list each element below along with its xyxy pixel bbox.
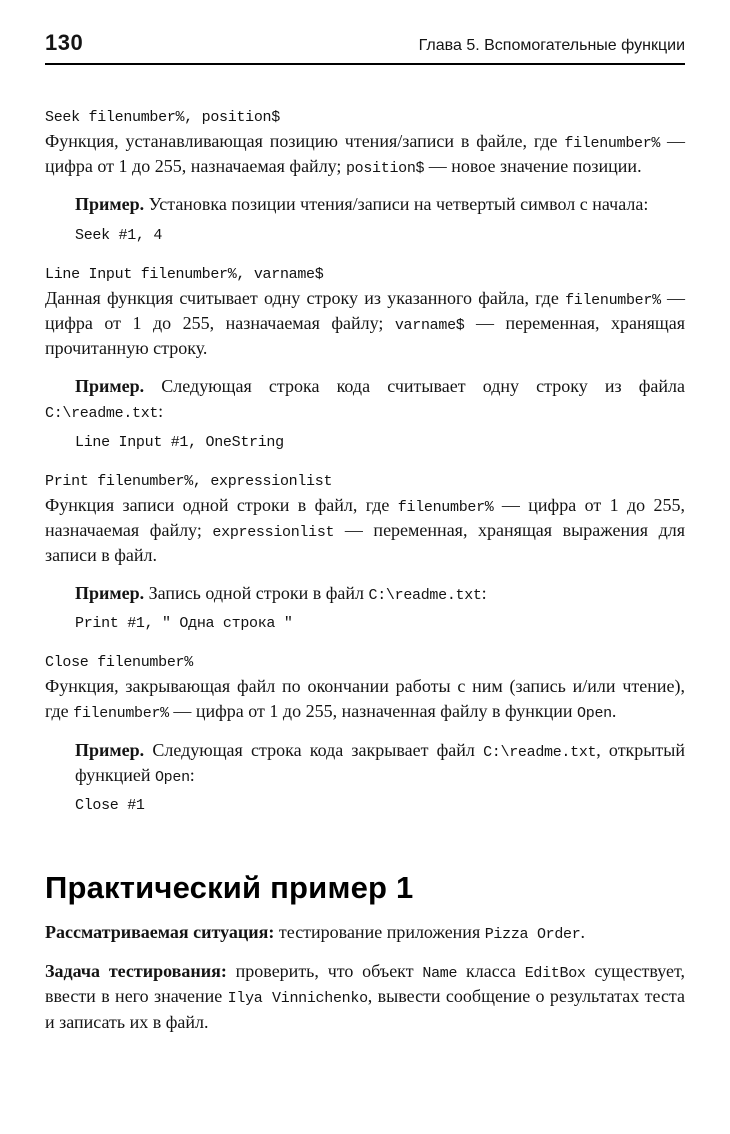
inline-code: Open bbox=[577, 705, 612, 723]
text-run: : bbox=[481, 583, 487, 604]
inline-code: Name bbox=[422, 965, 458, 983]
inline-code: Open bbox=[154, 768, 190, 786]
example-label: Пример. bbox=[75, 376, 145, 397]
section-close bbox=[45, 654, 685, 814]
example-label: Пример. bbox=[75, 194, 145, 215]
section-line-input bbox=[45, 266, 685, 451]
example-code: Line Input #1, OneString bbox=[75, 433, 284, 451]
inline-code: filenumber% bbox=[564, 135, 661, 152]
text-run: . bbox=[611, 701, 617, 722]
text-run: — новое значение позиции. bbox=[424, 156, 642, 177]
text-run: Функция записи одной строки в файл, где bbox=[45, 494, 398, 515]
code-title: Line Input filenumber%, varname$ bbox=[45, 265, 324, 283]
text-run: Следующая строка кода считывает одну строку из файла bbox=[144, 376, 685, 397]
text-run: : bbox=[158, 401, 164, 422]
example-paragraph bbox=[45, 581, 685, 606]
section-seek bbox=[45, 109, 685, 244]
text-run: — цифра от 1 до 255, назначаемая файлу; bbox=[45, 131, 686, 177]
text-run: Данная функция считывает одну строку из указанного файла, где bbox=[45, 287, 566, 308]
text-run: — цифра от 1 до 255, назначенная файлу в функции bbox=[168, 701, 578, 722]
text-run: Функция, закрывающая файл по окончании работы с ним (запись и/или чтение), где bbox=[45, 676, 685, 722]
text-run: тестирование приложения bbox=[274, 922, 485, 942]
code-title: Print filenumber%, expressionlist bbox=[45, 472, 333, 490]
text-run: . bbox=[580, 922, 585, 942]
inline-code: filenumber% bbox=[73, 705, 169, 723]
page-content bbox=[45, 109, 685, 1035]
task-paragraph bbox=[45, 959, 685, 1035]
section-print bbox=[45, 473, 685, 633]
example-paragraph bbox=[75, 738, 685, 788]
example-code: Print #1, " Одна строка " bbox=[75, 615, 293, 633]
body-paragraph bbox=[45, 286, 685, 362]
section-heading: Практический пример 1 bbox=[45, 870, 414, 905]
situation-label: Рассматриваемая ситуация: bbox=[45, 922, 275, 942]
page-number: 130 bbox=[45, 30, 84, 55]
running-title: Глава 5. Вспомогательные функции bbox=[418, 37, 685, 54]
inline-code: filenumber% bbox=[565, 291, 661, 309]
inline-code: C:\readme.txt bbox=[45, 405, 159, 423]
example-paragraph bbox=[45, 374, 685, 424]
inline-code: EditBox bbox=[524, 965, 586, 983]
text-run: класса bbox=[457, 961, 525, 982]
text-run: , открытый функцией bbox=[75, 739, 685, 785]
inline-code: C:\readme.txt bbox=[483, 743, 597, 761]
inline-code: Ilya Vinnichenko bbox=[227, 990, 368, 1008]
header-rule bbox=[45, 63, 685, 65]
example-code: Seek #1, 4 bbox=[75, 226, 163, 244]
text-run: , вывести сообщение о результатах теста и записать их в файл. bbox=[45, 986, 686, 1032]
example-code: Close #1 bbox=[75, 797, 145, 814]
text-run: Функция, устанавливающая позицию чтения/записи в файле, где bbox=[45, 131, 565, 151]
text-run: — цифра от 1 до 255, назначаемая файлу; bbox=[45, 287, 686, 333]
body-paragraph bbox=[45, 493, 685, 569]
inline-code: filenumber% bbox=[397, 498, 494, 516]
text-run: Запись одной строки в файл bbox=[144, 583, 369, 604]
text-run: Установка позиции чтения/записи на четвертый символ с начала: bbox=[144, 194, 649, 215]
example-label: Пример. bbox=[75, 739, 145, 760]
text-run: Следующая строка кода закрывает файл bbox=[144, 739, 484, 760]
code-title: Seek filenumber%, position$ bbox=[45, 109, 280, 126]
example-paragraph bbox=[45, 192, 685, 217]
page-header bbox=[45, 30, 685, 56]
text-run: : bbox=[189, 764, 195, 785]
task-label: Задача тестирования: bbox=[45, 961, 227, 982]
inline-code: expressionlist bbox=[212, 523, 335, 541]
example-label: Пример. bbox=[75, 583, 145, 604]
code-title: Close filenumber% bbox=[45, 654, 193, 672]
body-paragraph bbox=[45, 129, 685, 179]
text-run: проверить, что объект bbox=[226, 961, 423, 982]
inline-code: varname$ bbox=[394, 316, 465, 334]
inline-code: Pizza Order bbox=[484, 926, 581, 943]
situation-paragraph bbox=[45, 920, 685, 945]
text-run: существует, ввести в него значение bbox=[45, 961, 685, 1007]
text-run: — переменная, хранящая прочитанную строку. bbox=[45, 312, 686, 358]
inline-code: C:\readme.txt bbox=[368, 587, 482, 605]
text-run: — цифра от 1 до 255, назначаемая файлу; bbox=[45, 494, 685, 540]
body-paragraph bbox=[45, 674, 685, 724]
text-run: — переменная, хранящая выражения для записи в файл. bbox=[45, 519, 685, 565]
inline-code: position$ bbox=[345, 160, 425, 178]
